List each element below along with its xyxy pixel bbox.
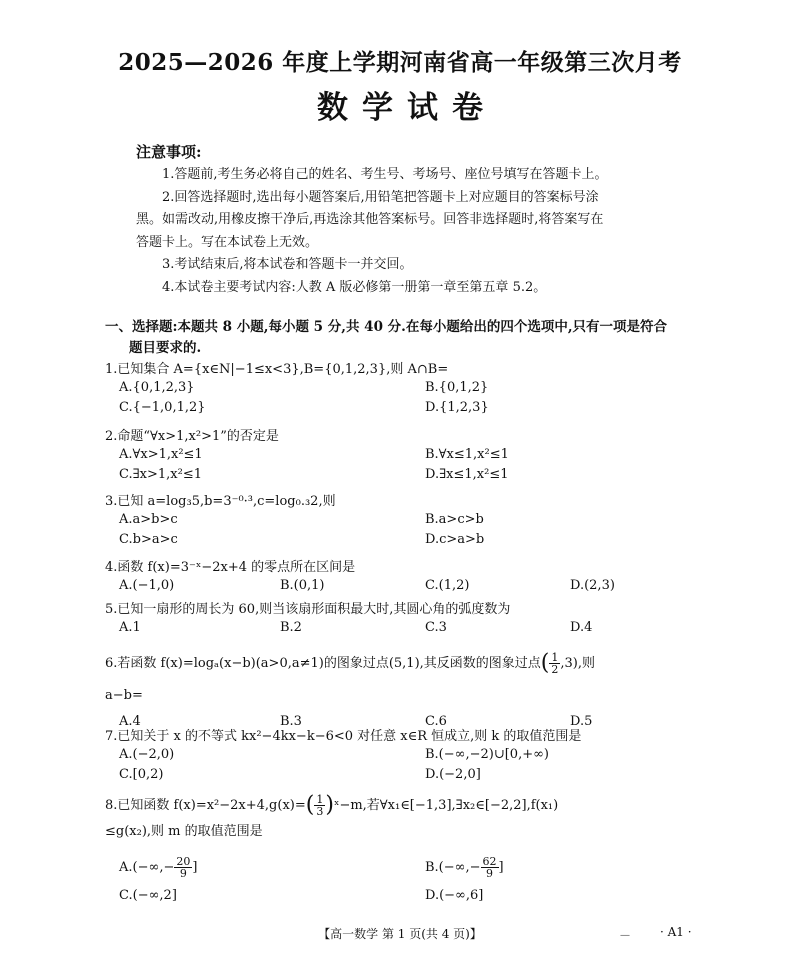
fraction xyxy=(314,794,325,817)
question-stem xyxy=(105,792,735,820)
option-d: D.(−2,0] xyxy=(425,767,481,782)
question-2 xyxy=(105,427,735,487)
option-c: C.6 xyxy=(425,714,447,729)
option-c: C.b>a>c xyxy=(119,532,178,547)
question-stem: 2.命题“∀x>1,x²>1”的否定是 xyxy=(105,429,279,444)
option-a: A.a>b>c xyxy=(119,512,178,527)
option-row xyxy=(105,400,735,420)
stem-text: 8.已知函数 f(x)=x²−2x+4,g(x)= xyxy=(105,798,306,813)
footer-code: · A1 · xyxy=(660,925,692,939)
option-d: D.(2,3) xyxy=(570,578,615,593)
option-b: B.(−∞,−2)∪[0,+∞) xyxy=(425,747,550,762)
option-b: B.{0,1,2} xyxy=(425,380,489,395)
exam-subtitle: 数学试卷 xyxy=(317,90,497,126)
question-stem: 7.已知关于 x 的不等式 kx²−4kx−k−6<0 对任意 x∈R 恒成立,则 k 的取值范围是 xyxy=(105,729,582,744)
option-b: B.∀x≤1,x²≤1 xyxy=(425,447,509,462)
paren-left: ( xyxy=(305,792,315,818)
notice-list xyxy=(136,164,676,299)
option-c: C.(1,2) xyxy=(425,578,470,593)
question-stem: 3.已知 a=log₃5,b=3⁻⁰·³,c=log₀.₃2,则 xyxy=(105,494,336,509)
fraction: $\frac{20}{9}$ xyxy=(176,855,191,880)
question-stem: 1.已知集合 A={x∈N|−1≤x<3},B={0,1,2,3},则 A∩B= xyxy=(105,362,449,377)
stem-text: 6.若函数 f(x)=logₐ(x−b)(a>0,a≠1)的图象过点(5,1),其反函数的图象过点 xyxy=(105,656,541,671)
notice-item-cont: 黑。如需改动,用橡皮擦干净后,再选涂其他答案标号。回答非选择题时,将答案写在 xyxy=(136,212,604,227)
exam-title: 2025—2026 年度上学期河南省高一年级第三次月考 xyxy=(118,49,682,76)
option-c: C.[0,2) xyxy=(119,767,164,782)
notice-item: 1.答题前,考生务必将自己的姓名、考生号、考场号、座位号填写在答题卡上。 xyxy=(162,167,608,182)
question-1 xyxy=(105,360,735,420)
option-a: A.4 xyxy=(119,714,141,729)
footer-dash: — xyxy=(620,930,630,941)
option-b: B.(−∞,− $\frac{62}{9}$ ] xyxy=(425,855,504,880)
fraction-numerator: 1 xyxy=(316,793,324,806)
option-row xyxy=(105,620,735,640)
option-row xyxy=(105,512,735,532)
option-a: A.(−1,0) xyxy=(119,578,175,593)
section-title-line: 一、选择题:本题共 8 小题,每小题 5 分,共 40 分.在每小题给出的四个选项中,只有一项是符合 xyxy=(105,319,668,335)
option-row xyxy=(105,578,735,598)
paren-right: ) xyxy=(325,792,334,818)
option-row xyxy=(105,380,735,400)
option-row xyxy=(105,447,735,467)
section-title-line: 题目要求的. xyxy=(129,340,202,356)
option-b: B.a>c>b xyxy=(425,512,484,527)
option-b: B.3 xyxy=(280,714,302,729)
option-c: C.(−∞,2] xyxy=(119,888,177,903)
option-row xyxy=(105,850,735,884)
option-row xyxy=(105,888,735,908)
question-3 xyxy=(105,492,735,552)
notice-item: 3.考试结束后,将本试卷和答题卡一并交回。 xyxy=(162,257,413,272)
option-row xyxy=(105,747,735,767)
notice-item: 4.本试卷主要考试内容:人教 A 版必修第一册第一章至第五章 5.2。 xyxy=(162,279,547,295)
question-stem: 5.已知一扇形的周长为 60,则当该扇形面积最大时,其圆心角的弧度数为 xyxy=(105,602,511,617)
question-stem-line: a−b= xyxy=(105,688,143,703)
question-stem xyxy=(105,650,735,678)
option-c: C.∃x>1,x²≤1 xyxy=(119,467,203,482)
option-d: D.(−∞,6] xyxy=(425,888,484,903)
option-row xyxy=(105,767,735,787)
option-c: C.3 xyxy=(425,620,447,635)
option-b: B.(0,1) xyxy=(280,578,325,593)
question-stem-line: ≤g(x₂),则 m 的取值范围是 xyxy=(105,824,263,839)
option-d: D.5 xyxy=(570,714,593,729)
page-footer: 【高一数学 第 1 页(共 4 页)】 xyxy=(318,927,482,941)
option-a: A.∀x>1,x²≤1 xyxy=(119,447,203,462)
question-7 xyxy=(105,727,735,787)
option-a: A.(−2,0) xyxy=(119,747,175,762)
option-d: D.c>a>b xyxy=(425,532,485,547)
notice-heading: 注意事项: xyxy=(136,143,202,161)
option-a: A.1 xyxy=(119,620,141,635)
option-b: B.2 xyxy=(280,620,302,635)
question-5 xyxy=(105,600,735,640)
fraction-denominator: 2 xyxy=(551,663,559,676)
question-stem: 4.函数 f(x)=3⁻ˣ−2x+4 的零点所在区间是 xyxy=(105,560,356,575)
option-row xyxy=(105,467,735,487)
fraction-numerator: 1 xyxy=(551,651,559,664)
option-d: D.∃x≤1,x²≤1 xyxy=(425,467,509,482)
notice-item: 2.回答选择题时,选出每小题答案后,用铅笔把答题卡上对应题目的答案标号涂 xyxy=(162,189,599,205)
option-d: D.{1,2,3} xyxy=(425,400,489,415)
option-a: A.(−∞,− $\frac{20}{9}$ ] xyxy=(119,855,198,880)
option-d: D.4 xyxy=(570,620,593,635)
option-row xyxy=(105,532,735,552)
fraction xyxy=(549,652,560,675)
option-a: A.{0,1,2,3} xyxy=(119,380,195,395)
section-title xyxy=(105,317,705,359)
paren-left: ( xyxy=(540,650,550,676)
fraction: $\frac{62}{9}$ xyxy=(482,855,497,880)
question-4 xyxy=(105,558,735,598)
notice-item-cont: 答题卡上。写在本试卷上无效。 xyxy=(136,234,319,250)
question-8 xyxy=(105,792,735,908)
stem-text: ˣ−m,若∀x₁∈[−1,3],∃x₂∈[−2,2],f(x₁) xyxy=(333,798,559,813)
option-c: C.{−1,0,1,2} xyxy=(119,400,206,415)
fraction-denominator: 3 xyxy=(316,805,324,818)
stem-text: ,3),则 xyxy=(560,656,595,671)
question-6 xyxy=(105,650,735,734)
